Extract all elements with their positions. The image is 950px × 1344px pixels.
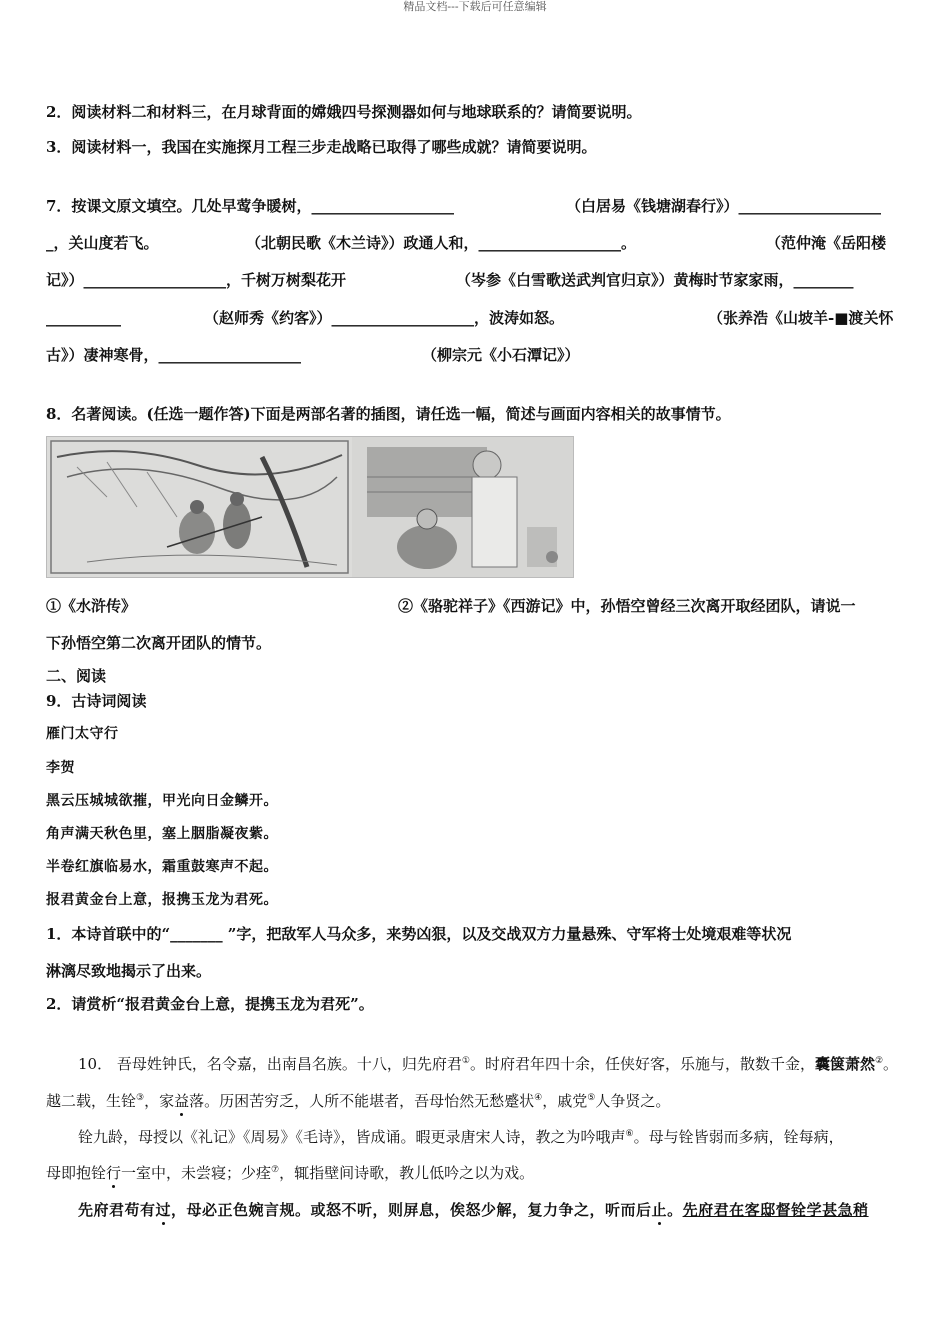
q7-line3b: （岑参《白雪歌送武判官归京》）黄梅时节家家雨，________	[456, 271, 854, 289]
q7-line5a: 古》）凄神寒骨，___________________	[46, 346, 302, 364]
footnote-mark: ③	[136, 1093, 145, 1103]
q7-line4b: （赵师秀《约客》）___________________，波涛如怒。	[204, 309, 565, 327]
q10-text: 一室中，未尝寝；少痊	[121, 1164, 272, 1182]
q8-option-2-cont: 下孙悟空第二次离开团队的情节。	[46, 634, 272, 652]
q7-line2b: （北朝民歌《木兰诗》）政通人和，___________________。	[246, 234, 637, 252]
q10-dotted-char: 益	[174, 1092, 190, 1110]
q10-text: 。	[667, 1201, 683, 1219]
q7-line5b: （柳宗元《小石潭记》）	[422, 346, 580, 364]
q8-option-1: ①《水浒传》	[46, 597, 137, 615]
illustration-svg	[47, 437, 573, 577]
q10-text: 越二载，生铨	[46, 1092, 137, 1110]
q9-sub1-cont: 淋漓尽致地揭示了出来。	[46, 962, 212, 980]
q10-text: ，家	[144, 1092, 175, 1110]
q10-bold-phrase: 囊箧萧然	[814, 1055, 875, 1073]
question-8: 8．名著阅读。(任选一题作答)下面是两部名著的插图，请任选一幅，简述与画面内容相关的故事情节。	[46, 405, 731, 423]
footnote-mark: ⑦	[271, 1165, 280, 1175]
question-9: 9．古诗词阅读	[46, 692, 147, 710]
q10-line5	[78, 1200, 869, 1220]
poem-title: 雁门太守行	[46, 726, 119, 742]
footnote-mark: ⑥	[625, 1129, 634, 1139]
q10-dotted-char: 行	[106, 1164, 122, 1182]
q7-line2a: _，关山度若飞。	[46, 234, 159, 252]
section-reading: 二、阅读	[46, 667, 107, 685]
q10-text: 10． 吾母姓钟氏，名令嘉，出南昌名族。十八，归先府君	[78, 1055, 462, 1073]
q7-line1a: 7．按课文原文填空。几处早莺争暖树，___________________	[46, 197, 454, 215]
q10-text: 。	[883, 1055, 899, 1073]
q10-line3	[78, 1127, 844, 1147]
q7-line2c: （范仲淹《岳阳楼	[766, 234, 887, 252]
question-3: 3．阅读材料一，我国在实施探月工程三步走战略已取得了哪些成就？请简要说明。	[46, 138, 597, 156]
q10-dotted-char: 过	[155, 1201, 172, 1219]
footnote-mark: ④	[534, 1093, 543, 1103]
q10-text: 母即抱铨	[46, 1164, 107, 1182]
poem-author: 李贺	[46, 760, 75, 776]
q10-line1	[78, 1054, 898, 1074]
q10-text: 。时府君年四十余，任侠好客，乐施与，散数千金，	[469, 1055, 815, 1073]
novel-illustrations	[46, 436, 574, 578]
poem-line-4: 报君黄金台上意，报携玉龙为君死。	[46, 892, 278, 908]
q10-underlined-sentence: 先府君在客邸督铨学甚急稍	[682, 1201, 869, 1219]
q7-line1b: （白居易《钱塘湖春行》）___________________	[566, 197, 882, 215]
q10-line2	[46, 1091, 670, 1111]
q10-text: 。母与铨皆弱而多病，铨每病，	[633, 1128, 844, 1146]
q7-line4c: （张养浩《山坡羊-■渡关怀	[708, 309, 894, 327]
q10-text: ，戚党	[542, 1092, 588, 1110]
q9-sub1: 1．本诗首联中的“_______ ”字，把敌军人马众多，来势凶狠，以及交战双方力量悬殊、守军将士处境艰难等状况	[46, 925, 792, 943]
q8-option-2: ②《骆驼祥子》《西游记》中，孙悟空曾经三次离开取经团队，请说一	[398, 597, 856, 615]
poem-line-3: 半卷红旗临易水，霜重鼓寒声不起。	[46, 859, 278, 875]
q10-text: ，辄指壁间诗歌，教儿低吟之以为戏。	[279, 1164, 535, 1182]
q10-text: ，母必正色婉言规。或怒不听，则屏息，俟怒少解，复力争之，听而后	[171, 1201, 652, 1219]
q7-line3a: 记》）___________________，千树万树梨花开	[46, 271, 347, 289]
footnote-mark: ⑤	[587, 1093, 596, 1103]
q7-line4a: __________	[46, 309, 121, 327]
footnote-mark: ①	[461, 1056, 470, 1066]
question-2: 2．阅读材料二和材料三，在月球背面的嫦娥四号探测器如何与地球联系的？请简要说明。	[46, 103, 642, 121]
q10-text: 人争贤之。	[595, 1092, 671, 1110]
footnote-mark: ②	[874, 1056, 884, 1066]
q10-text: 铨九龄，母授以《礼记》《周易》《毛诗》，皆成诵。暇更录唐宋人诗，教之为吟哦声	[78, 1128, 626, 1146]
q9-sub2: 2．请赏析“报君黄金台上意，提携玉龙为君死”。	[46, 995, 374, 1013]
poem-line-2: 角声满天秋色里，塞上胭脂凝夜紫。	[46, 826, 278, 842]
q10-dotted-char: 止	[651, 1201, 668, 1219]
q10-text: 落。历困苦穷乏，人所不能堪者，吾母怡然无愁蹙状	[189, 1092, 535, 1110]
q10-line4	[46, 1163, 534, 1183]
poem-line-1: 黑云压城城欲摧，甲光向日金鳞开。	[46, 793, 278, 809]
page-header: 精品文档---下载后可任意编辑	[403, 0, 547, 13]
q10-text: 先府君苟有	[78, 1201, 156, 1219]
